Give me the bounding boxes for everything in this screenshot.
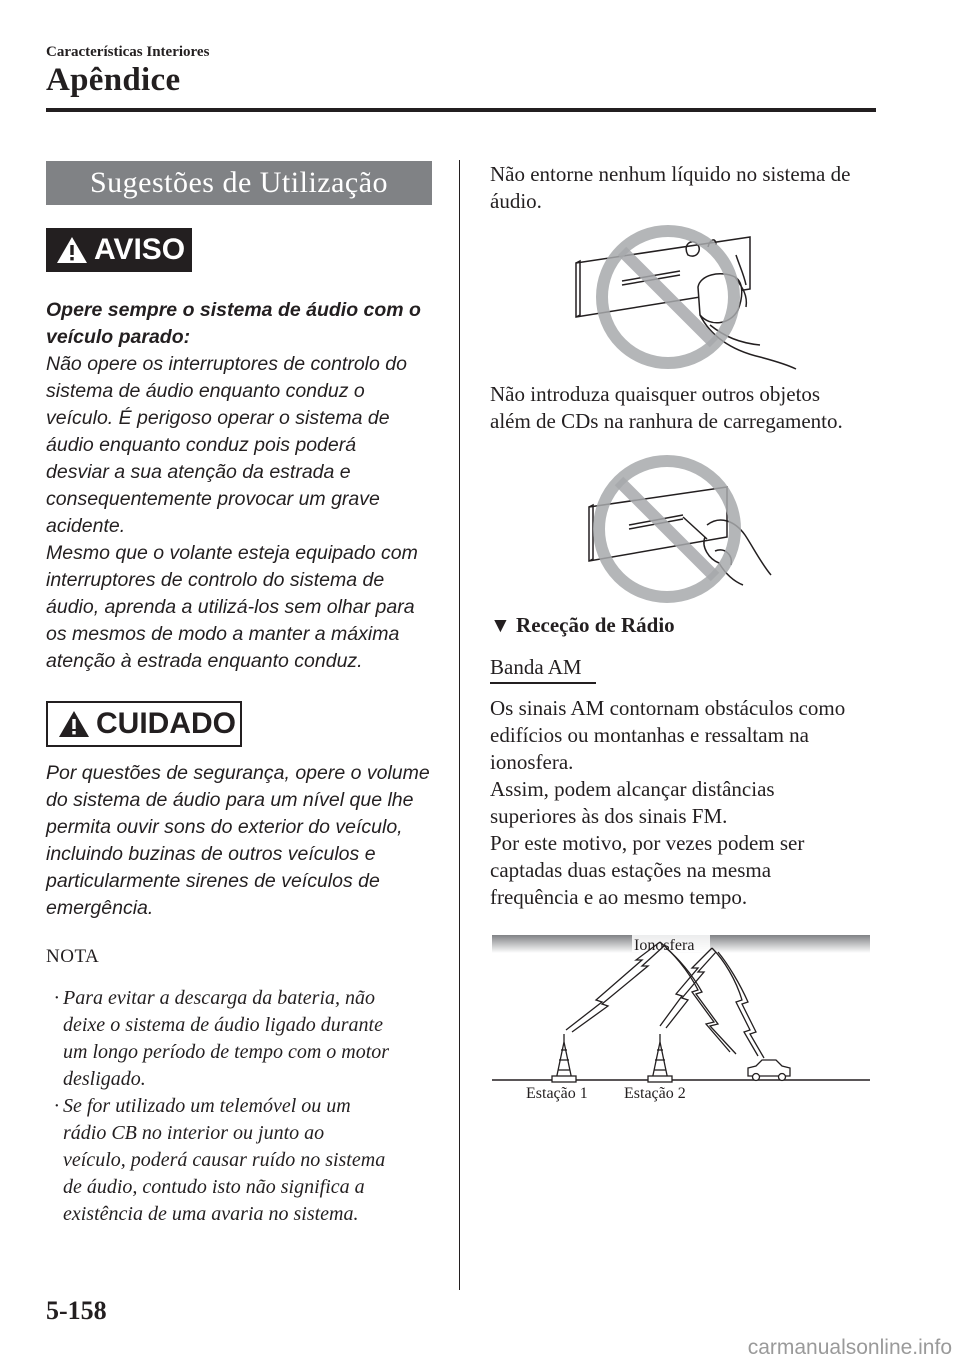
cuidado-line: emergência. (46, 897, 154, 919)
bullet-icon: · (54, 1095, 59, 1117)
aviso-line: sistema de áudio enquanto conduz o (46, 380, 365, 402)
aviso-line: desviar a sua atenção da estrada e (46, 461, 351, 483)
aviso-line: acidente. (46, 515, 126, 537)
aviso-badge (46, 228, 192, 272)
nota-line: Para evitar a descarga da bateria, não (63, 987, 376, 1009)
column-divider (459, 160, 460, 1290)
paragraph-line: Não introduza quaisquer outros objetos (490, 382, 821, 406)
aviso-line: Mesmo que o volante esteja equipado com (46, 542, 418, 564)
paragraph-line: áudio. (490, 189, 542, 213)
paragraph-line: Assim, podem alcançar distâncias (490, 777, 775, 801)
car-icon (748, 1060, 790, 1081)
am-ionosphere-diagram (492, 930, 872, 1110)
subsection-title: Receção de Rádio (516, 613, 675, 637)
nota-line: deixe o sistema de áudio ligado durante (63, 1014, 383, 1036)
aviso-heading-line: veículo parado: (46, 326, 191, 348)
nota-line: veículo, poderá causar ruído no sistema (63, 1149, 386, 1171)
ionosphere-label: Ionosfera (634, 937, 695, 954)
cuidado-text (46, 760, 436, 922)
paragraph-line: frequência e ao mesmo tempo. (490, 885, 748, 909)
band-underline (490, 682, 596, 684)
nota-list (46, 985, 440, 1228)
cuidado-line: do sistema de áudio para um nível que lhe (46, 789, 414, 811)
aviso-line: áudio, aprenda a utilizá-los sem olhar para (46, 596, 415, 618)
paragraph-line: edifícios ou montanhas e ressaltam na (490, 723, 809, 747)
paragraph-line: captadas duas estações na mesma (490, 858, 772, 882)
aviso-line: os mesmos de modo a manter a máxima (46, 623, 400, 645)
nota-line: existência de uma avaria no sistema. (63, 1203, 359, 1225)
nota-item (46, 1093, 440, 1228)
cuidado-line: permita ouvir sons do exterior do veículo, (46, 816, 403, 838)
subsection-heading (490, 613, 675, 638)
nota-title: NOTA (46, 946, 100, 967)
paragraph-line: superiores às dos sinais FM. (490, 804, 728, 828)
warning-triangle-icon (56, 236, 88, 264)
cuidado-label: CUIDADO (96, 707, 236, 740)
band-title: Banda AM (490, 655, 582, 679)
paragraph-line: além de CDs na ranhura de carregamento. (490, 409, 843, 433)
nota-line: rádio CB no interior ou junto ao (63, 1122, 325, 1144)
nota-item (46, 985, 440, 1093)
chapter-title: Apêndice (46, 62, 181, 98)
paragraph-line: Por este motivo, por vezes podem ser (490, 831, 805, 855)
chapter-subtitle: Características Interiores (46, 44, 210, 60)
paragraph-line: Os sinais AM contornam obstáculos como (490, 696, 846, 720)
paragraph-line: ionosfera. (490, 750, 574, 774)
watermark: carmanualsonline.info (747, 1336, 952, 1359)
aviso-line: veículo. É perigoso operar o sistema de (46, 407, 390, 429)
aviso-line: áudio enquanto conduz pois poderá (46, 434, 357, 456)
liquid-warning-text (490, 161, 890, 215)
section-title: Sugestões de Utilização (46, 161, 432, 205)
no-objects-text (490, 381, 890, 435)
aviso-text (46, 297, 436, 675)
no-liquid-illustration (560, 215, 800, 375)
station-2-tower (648, 1034, 672, 1082)
header-rule (46, 108, 876, 112)
cuidado-line: particularmente sirenes de veículos de (46, 870, 380, 892)
aviso-line: atenção à estrada enquanto conduz. (46, 650, 363, 672)
station-1-label: Estação 1 (526, 1085, 588, 1102)
aviso-line: Não opere os interruptores de controlo do (46, 353, 407, 375)
station-2-label: Estação 2 (624, 1085, 686, 1102)
paragraph-line: Não entorne nenhum líquido no sistema de (490, 162, 851, 186)
nota-line: um longo período de tempo com o motor (63, 1041, 390, 1063)
warning-triangle-icon (58, 710, 90, 738)
nota-line: desligado. (63, 1068, 146, 1090)
cuidado-badge (46, 701, 242, 747)
no-objects-illustration (575, 455, 775, 605)
cuidado-line: incluindo buzinas de outros veículos e (46, 843, 376, 865)
aviso-heading-line: Opere sempre o sistema de áudio com o (46, 299, 421, 321)
nota-line: Se for utilizado um telemóvel ou um (63, 1095, 351, 1117)
aviso-line: interruptores de controlo do sistema de (46, 569, 385, 591)
triangle-down-icon: ▼ (490, 613, 511, 637)
am-band-text (490, 695, 890, 911)
nota-line: de áudio, contudo isto não significa a (63, 1176, 365, 1198)
aviso-label: AVISO (94, 233, 186, 266)
aviso-line: consequentemente provocar um grave (46, 488, 380, 510)
page-number: 5-158 (46, 1296, 107, 1325)
cuidado-line: Por questões de segurança, opere o volume (46, 762, 430, 784)
bullet-icon: · (54, 987, 59, 1009)
station-1-tower (552, 1034, 576, 1082)
